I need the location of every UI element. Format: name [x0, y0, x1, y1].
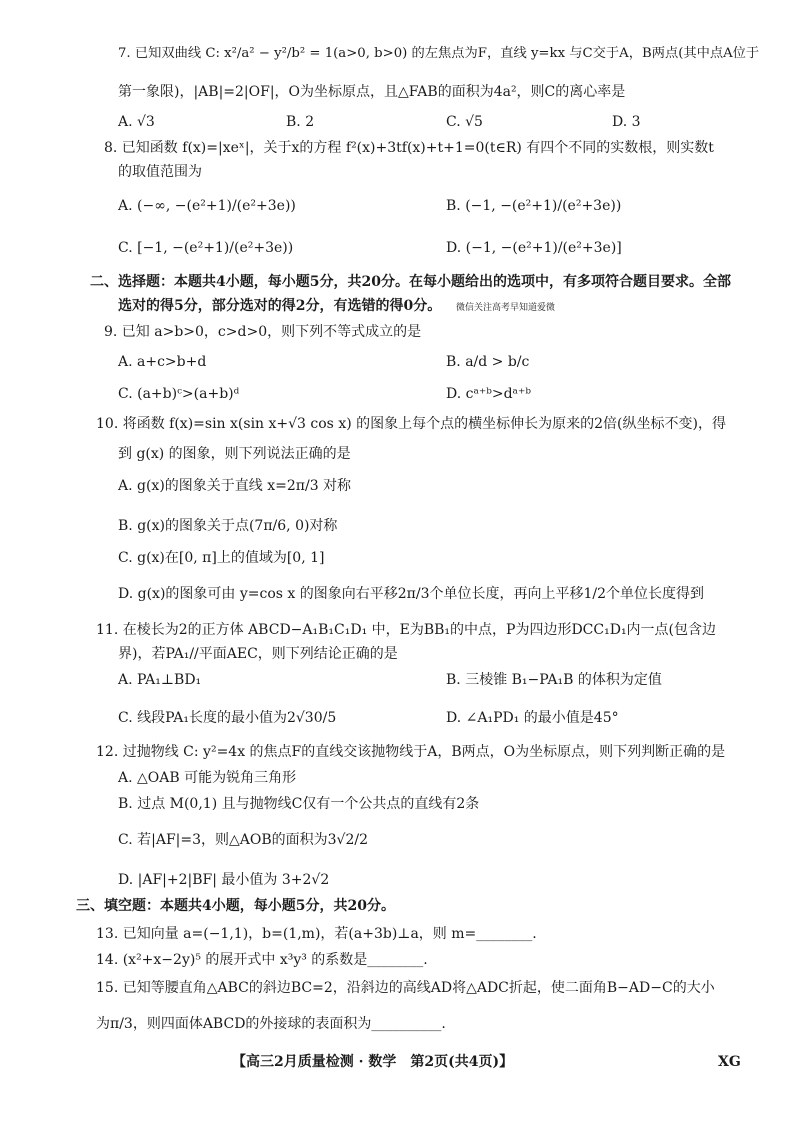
- q12-stem: 12. 过抛物线 C: y²=4x 的焦点F的直线交该抛物线于A，B两点，O为坐标原点，则下列判断正确的是: [96, 744, 726, 760]
- q9-option-a: A. a+c>b+d: [118, 354, 207, 370]
- q10-line-2: 到 g(x) 的图象，则下列说法正确的是: [118, 446, 351, 462]
- q9-option-b: B. a/d > b/c: [446, 354, 530, 370]
- q8-option-c: C. [−1, −(e²+1)/(e²+3e)): [118, 240, 294, 256]
- q13-text: 13. 已知向量 a=(−1,1)，b=(1,m)，若(a+3b)⊥a，则 m=________.: [96, 926, 537, 942]
- q11-option-c: C. 线段PA₁长度的最小值为2√30/5: [118, 710, 337, 726]
- q10-option-b: B. g(x)的图象关于点(7π/6, 0)对称: [118, 518, 338, 534]
- q7-line-1: 7. 已知双曲线 C: x²/a² − y²/b² = 1(a>0, b>0) 的左焦点为F，直线 y=kx 与C交于A，B两点(其中点A位于: [118, 46, 760, 61]
- q11-option-a: A. PA₁⊥BD₁: [118, 672, 202, 688]
- q8-option-b: B. (−1, −(e²+1)/(e²+3e)): [446, 198, 622, 214]
- q12-option-d: D. |AF|+2|BF| 最小值为 3+2√2: [118, 872, 330, 888]
- q7-option-c: C. √5: [446, 114, 483, 130]
- q14-text: 14. (x²+x−2y)⁵ 的展开式中 x³y³ 的系数是________.: [96, 952, 428, 968]
- q8-option-a: A. (−∞, −(e²+1)/(e²+3e)): [118, 198, 296, 214]
- section-3-heading: 三、填空题：本题共4小题，每小题5分，共20分。: [76, 898, 395, 914]
- q12-option-c: C. 若|AF|=3，则△AOB的面积为3√2/2: [118, 832, 369, 848]
- q10-option-d: D. g(x)的图象可由 y=cos x 的图象向右平移2π/3个单位长度，再向上平移1/2个单位长度得到: [118, 586, 705, 602]
- q10-option-a: A. g(x)的图象关于直线 x=2π/3 对称: [118, 478, 352, 494]
- q10-option-c: C. g(x)在[0, π]上的值域为[0, 1]: [118, 550, 325, 566]
- footer-code: XG: [718, 1054, 741, 1070]
- q9-option-d: D. cᵃ⁺ᵇ>dᵃ⁺ᵇ: [446, 386, 531, 402]
- q15-line-1: 15. 已知等腰直角△ABC的斜边BC=2，沿斜边的高线AD将△ADC折起，使二面角B−AD−C的大小: [96, 980, 715, 996]
- q8-option-d: D. (−1, −(e²+1)/(e²+3e)]: [446, 240, 622, 256]
- q7-option-d: D. 3: [612, 114, 641, 130]
- q7-option-b: B. 2: [286, 114, 315, 130]
- q10-line-1: 10. 将函数 f(x)=sin x(sin x+√3 cos x) 的图象上每个点的横坐标伸长为原来的2倍(纵坐标不变)，得: [96, 416, 726, 432]
- q11-option-d: D. ∠A₁PD₁ 的最小值是45°: [446, 710, 619, 726]
- section-2-watermark: 微信关注高考早知道爱微: [456, 303, 556, 313]
- q11-line-1: 11. 在棱长为2的正方体 ABCD−A₁B₁C₁D₁ 中，E为BB₁的中点，P为四边形DCC₁D₁内一点(包含边: [96, 622, 717, 638]
- q12-option-a: A. △OAB 可能为锐角三角形: [118, 770, 297, 786]
- q8-line-1: 8. 已知函数 f(x)=|xeˣ|，关于x的方程 f²(x)+3tf(x)+t+1=0(t∈R) 有四个不同的实数根，则实数t: [104, 140, 714, 156]
- q8-line-2: 的取值范围为: [118, 164, 202, 180]
- section-2-heading-line-2: 选对的得5分，部分选对的得2分，有选错的得0分。: [118, 298, 442, 314]
- q15-line-2: 为π/3，则四面体ABCD的外接球的表面积为__________.: [96, 1016, 446, 1032]
- q11-line-2: 界)，若PA₁//平面AEC，则下列结论正确的是: [118, 646, 398, 662]
- q9-stem: 9. 已知 a>b>0，c>d>0，则下列不等式成立的是: [104, 324, 422, 340]
- q11-option-b: B. 三棱锥 B₁−PA₁B 的体积为定值: [446, 672, 662, 688]
- page-footer: 【高三2月质量检测 · 数学 第2页(共4页)】: [232, 1054, 514, 1070]
- q7-option-a: A. √3: [118, 114, 155, 130]
- q7-line-2: 第一象限)，|AB|=2|OF|，O为坐标原点，且△FAB的面积为4a²，则C的离心率是: [118, 84, 626, 100]
- q9-option-c: C. (a+b)ᶜ>(a+b)ᵈ: [118, 386, 240, 402]
- section-2-heading-line-1: 二、选择题：本题共4小题，每小题5分，共20分。在每小题给出的选项中，有多项符合题目要求。全部: [90, 274, 731, 290]
- q12-option-b: B. 过点 M(0,1) 且与抛物线C仅有一个公共点的直线有2条: [118, 796, 480, 812]
